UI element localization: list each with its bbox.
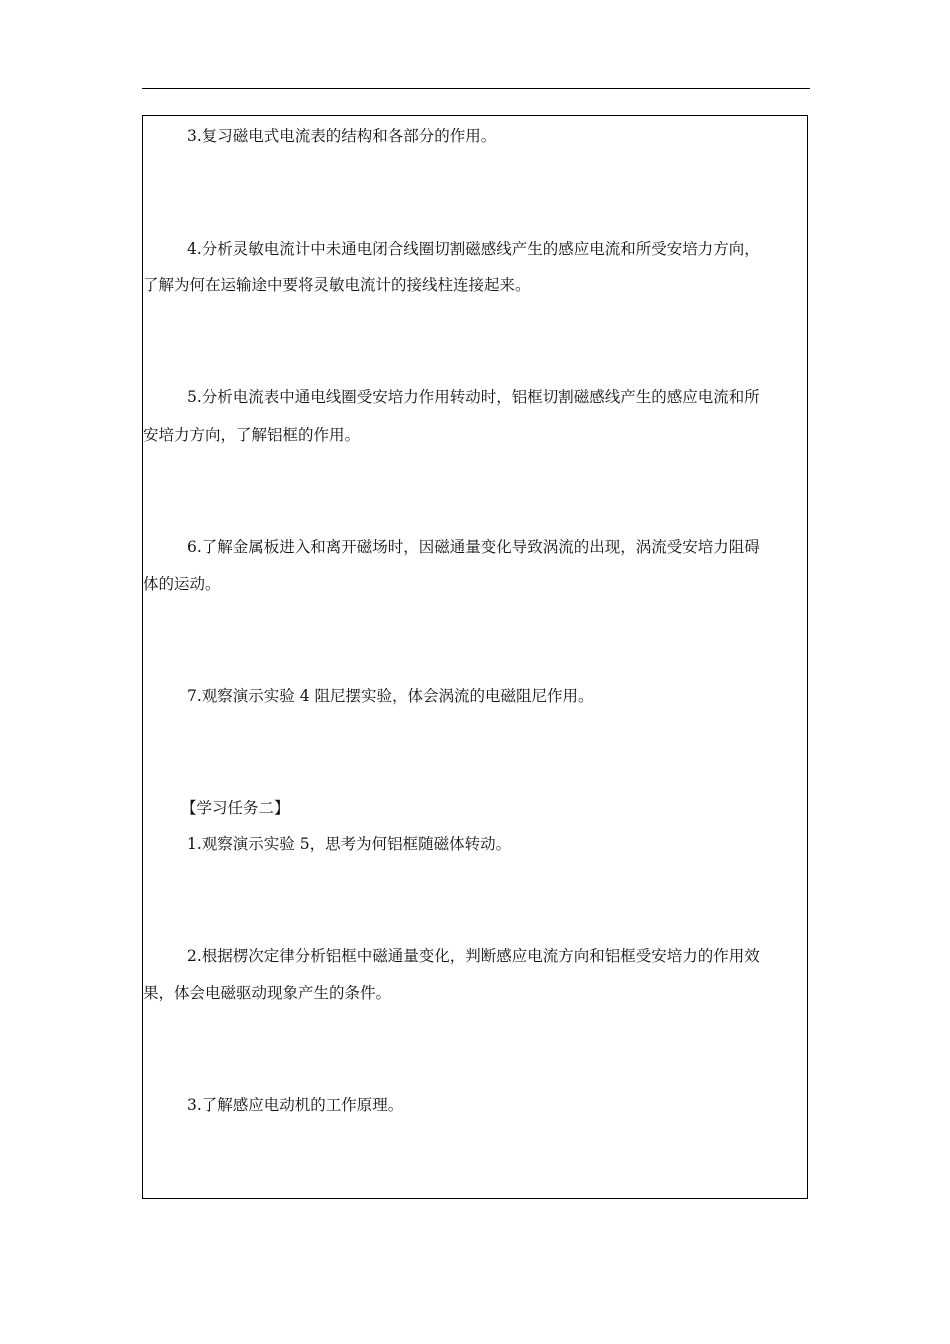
- task2-item-2-line-2: 果，体会电磁驱动现象产生的条件。: [143, 984, 392, 1002]
- item-6-line-1: 6.了解金属板进入和离开磁场时，因磁通量变化导致涡流的出现，涡流受安培力阻碍: [187, 538, 760, 556]
- task-two-heading: 【学习任务二】: [181, 799, 290, 817]
- task2-item-3-line-1: 3.了解感应电动机的工作原理。: [187, 1096, 404, 1114]
- item-7-line-1: 7.观察演示实验 4 阻尼摆实验，体会涡流的电磁阻尼作用。: [187, 687, 594, 705]
- item-5-line-2: 安培力方向，了解铝框的作用。: [143, 426, 361, 444]
- item-4-line-1: 4.分析灵敏电流计中未通电闭合线圈切割磁感线产生的感应电流和所受安培力方向，: [187, 240, 760, 258]
- task2-item-1-line-1: 1.观察演示实验 5，思考为何铝框随磁体转动。: [187, 835, 512, 853]
- item-3-line-1: 3.复习磁电式电流表的结构和各部分的作用。: [187, 127, 497, 145]
- item-6-line-2: 体的运动。: [143, 575, 221, 593]
- item-5-line-1: 5.分析电流表中通电线圈受安培力作用转动时，铝框切割磁感线产生的感应电流和所: [187, 388, 760, 406]
- task2-item-2-line-1: 2.根据楞次定律分析铝框中磁通量变化，判断感应电流方向和铝框受安培力的作用效: [187, 947, 760, 965]
- item-4-line-2: 了解为何在运输途中要将灵敏电流计的接线柱连接起来。: [143, 276, 531, 294]
- content-box: [142, 115, 808, 1199]
- header-rule: [142, 88, 810, 89]
